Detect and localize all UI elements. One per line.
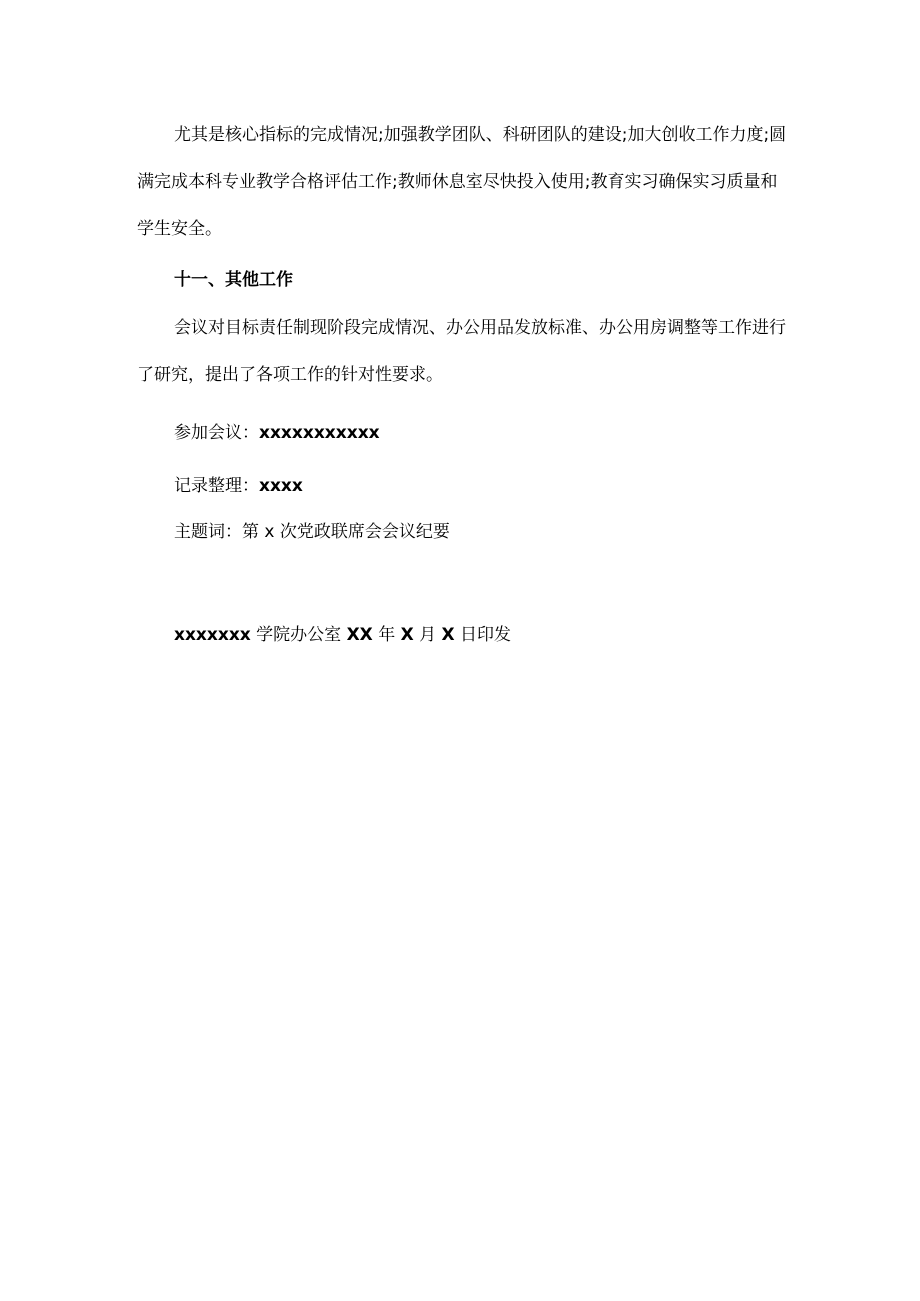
attendees-label: 参加会议：: [174, 423, 259, 443]
section-heading: 十一、其他工作: [174, 270, 293, 290]
footer-year-unit: 年: [372, 625, 401, 645]
footer-org-name: 学院办公室: [250, 625, 347, 645]
footer-day: X: [441, 625, 455, 645]
recorder-label: 记录整理：: [174, 476, 259, 496]
footer-org-code: xxxxxxx: [174, 625, 251, 645]
subject-label: 主题词：: [174, 522, 242, 542]
body-paragraph-2: 会议对目标责任制现阶段完成情况、办公用品发放标准、办公用房调整等工作进行了研究，提出了各项工作的针对性要求。: [137, 318, 786, 385]
recorder-line: [174, 474, 303, 498]
footer-year: XX: [346, 625, 373, 645]
recorder-value: xxxx: [259, 476, 303, 496]
issuing-footer: [174, 623, 511, 647]
footer-month-unit: 月: [413, 625, 442, 645]
body-paragraph-1: 尤其是核心指标的完成情况;加强教学团队、科研团队的建设;加大创收工作力度;圆满完成本科专业教学合格评估工作;教师休息室尽快投入使用;教育实习确保实习质量和学生安全。: [137, 125, 787, 239]
footer-day-unit: 日印发: [454, 625, 512, 645]
attendees-value: xxxxxxxxxxx: [259, 423, 380, 443]
subject-value: 第 x 次党政联席会会议纪要: [242, 522, 450, 542]
attendees-line: [174, 421, 380, 445]
subject-line: [174, 520, 450, 544]
footer-month: X: [400, 625, 414, 645]
